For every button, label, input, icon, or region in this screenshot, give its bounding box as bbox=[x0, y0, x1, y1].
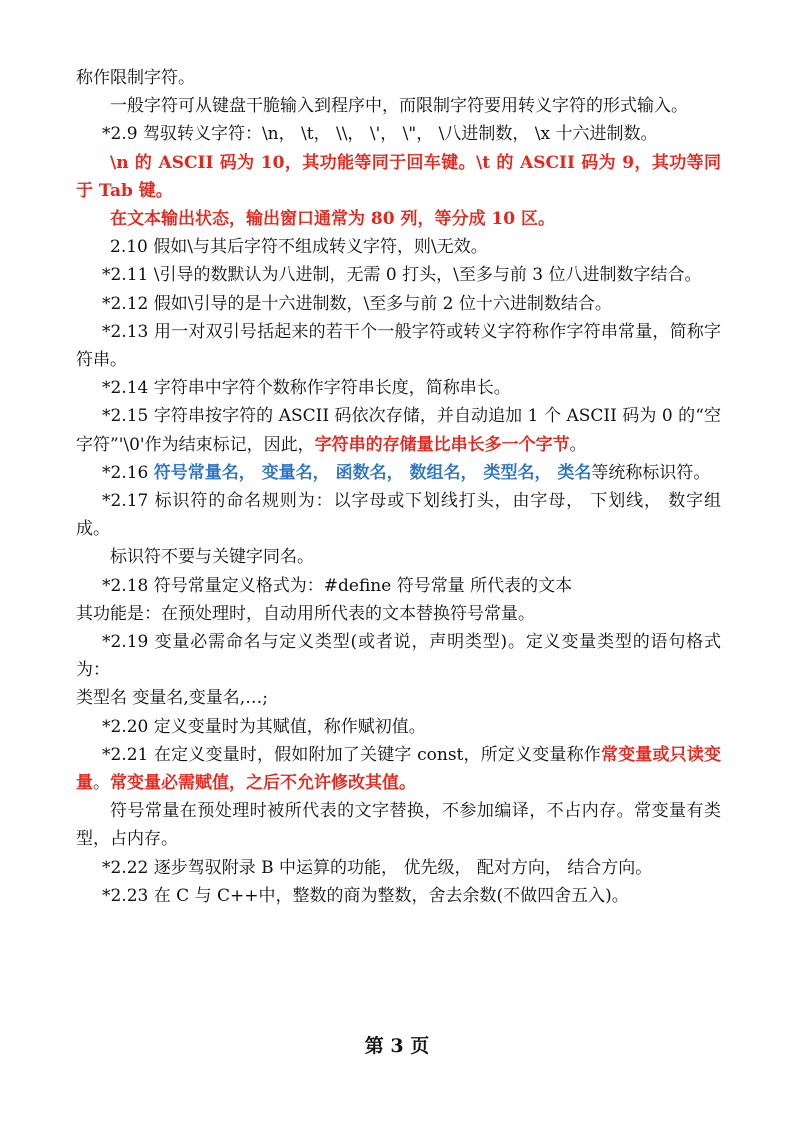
paragraph: *2.9 驾驭转义字符：\n， \t， \\， \'， \"， \八进制数， \x 十六进制数。 bbox=[102, 124, 658, 145]
text-run: 等统称标识符。 bbox=[591, 462, 711, 483]
paragraph: *2.20 定义变量时为其赋值，称作赋初值。 bbox=[102, 716, 426, 737]
paragraph: *2.11 \引导的数默认为八进制，无需 0 打头，\至多与前 3 位八进制数字结合。 bbox=[102, 265, 702, 286]
paragraph: *2.12 假如\引导的是十六进制数，\至多与前 2 位十六进制数结合。 bbox=[102, 293, 612, 314]
paragraph: *2.13 用一对双引号括起来的若干个一般字符或转义字符称作字符串常量，简称字符串。 bbox=[76, 321, 721, 371]
text-run: *2.15 字符串按字符的 ASCII 码依次存储，并自动追加 1 个 ASCII 码为 0 的“空字符”'\0'作为结束标记，因此， bbox=[76, 406, 721, 455]
highlighted-text: 字符串的存储量比串长多一个字节 bbox=[314, 434, 570, 455]
text-run: *2.21 在定义变量时，假如附加了关键字 const，所定义变量称作 bbox=[102, 744, 601, 765]
paragraph: *2.23 在 C 与 C++中，整数的商为整数，舍去余数(不做四舍五入)。 bbox=[102, 885, 629, 906]
highlighted-text: 常变量必需赋值，之后不允许修改其值。 bbox=[110, 773, 416, 794]
paragraph bbox=[76, 741, 721, 797]
highlighted-text: 符号常量名， 变量名， 函数名， 数组名， 类型名， 类名 bbox=[153, 462, 592, 483]
paragraph: 其功能是：在预处理时，自动用所代表的文本替换符号常量。 bbox=[76, 603, 535, 624]
paragraph bbox=[76, 459, 721, 487]
paragraph: 类型名 变量名,变量名,…; bbox=[76, 688, 268, 709]
highlighted-text: 常变量或只读变量 bbox=[76, 744, 721, 794]
paragraph: *2.19 变量必需命名与定义类型(或者说，声明类型)。定义变量类型的语句格式为： bbox=[76, 632, 721, 681]
paragraph: *2.17 标识符的命名规则为：以字母或下划线打头，由字母， 下划线， 数字组成。 bbox=[76, 491, 721, 540]
document-body bbox=[76, 64, 721, 910]
paragraph: *2.22 逐步驾驭附录 B 中运算的功能， 优先级， 配对方向， 结合方向。 bbox=[102, 857, 653, 878]
page-number: 第 3 页 bbox=[364, 1035, 430, 1057]
paragraph: *2.18 符号常量定义格式为：#define 符号常量 所代表的文本 bbox=[102, 575, 573, 596]
text-run: *2.16 bbox=[102, 462, 154, 483]
paragraph: 符号常量在预处理时被所代表的文字替换，不参加编译，不占内存。常变量有类型，占内存。 bbox=[76, 801, 721, 850]
paragraph: 一般字符可从键盘干脆输入到程序中，而限制字符要用转义字符的形式输入。 bbox=[110, 96, 688, 117]
highlighted-paragraph: \n 的 ASCII 码为 10，其功能等同于回车键。\t 的 ASCII 码为 9，其功等同于 Tab 键。 bbox=[76, 152, 722, 201]
paragraph bbox=[76, 402, 721, 458]
paragraph: 标识符不要与关键字同名。 bbox=[110, 547, 314, 568]
paragraph: *2.14 字符串中字符个数称作字符串长度，简称串长。 bbox=[102, 378, 511, 399]
highlighted-paragraph: 在文本输出状态，输出窗口通常为 80 列，等分成 10 区。 bbox=[110, 209, 555, 230]
paragraph: 称作限制字符。 bbox=[76, 68, 195, 88]
paragraph: 2.10 假如\与其后字符不组成转义字符，则\无效。 bbox=[110, 237, 488, 258]
text-run: 。 bbox=[93, 773, 110, 794]
text-run: 。 bbox=[569, 434, 587, 455]
